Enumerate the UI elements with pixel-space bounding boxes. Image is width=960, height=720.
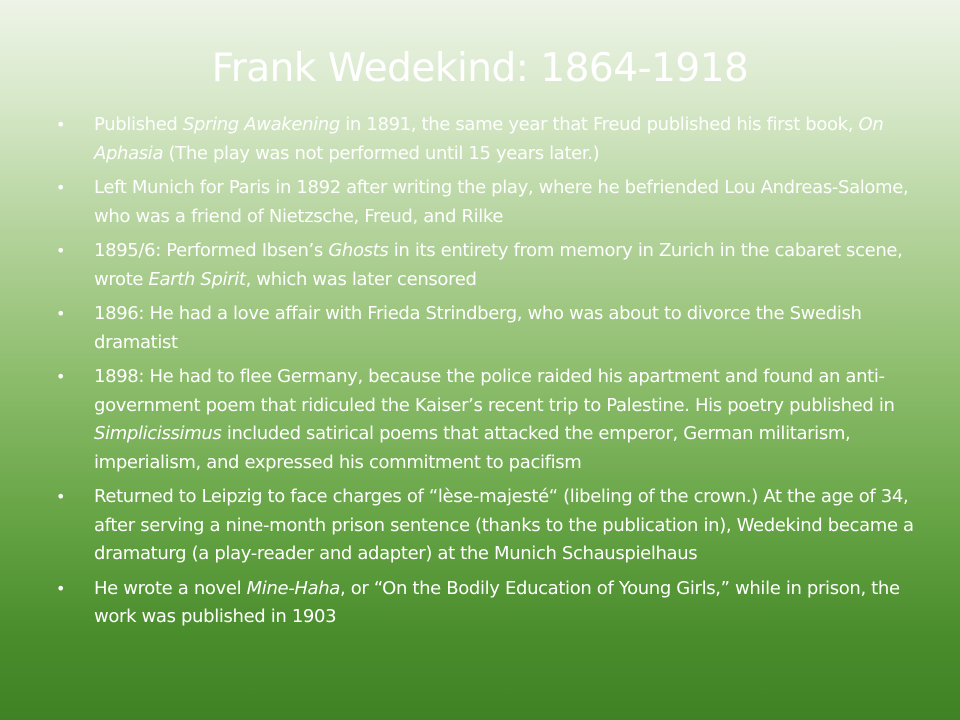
bullet-text: (The play was not performed until 15 years later.) <box>163 142 600 164</box>
bullet-text: Returned to Leipzig to face charges of “lèse-majesté“ (libeling of the crown.) At the age of 34, after serving a nine-month prison sentence (thanks to the publication in), Wedekind became a dramaturg (a play-reader and adapter) at the Munich Schauspielhaus <box>94 486 914 564</box>
bullet-text: , or “On the Bodily Education of Young Girls,” while in prison, the work was published in 1903 <box>94 577 900 627</box>
bullet-marker: • <box>56 367 66 386</box>
bullet-marker: • <box>56 487 66 506</box>
bullet-item <box>56 575 916 632</box>
bullet-marker: • <box>56 241 66 260</box>
bullet-item <box>56 237 916 294</box>
bullet-text: , which was later censored <box>245 268 477 290</box>
bullet-marker: • <box>56 304 66 323</box>
italic-title-text: Ghosts <box>328 240 389 261</box>
italic-title-text: Mine-Haha <box>246 577 340 599</box>
slide-title: Frank Wedekind: 1864-1918 <box>211 46 749 91</box>
bullet-text: in its entirety from memory in Zurich in the cabaret scene, wrote <box>94 240 903 290</box>
bullet-list <box>56 111 916 638</box>
bullet-text: 1896: He had a love affair with Frieda Strindberg, who was about to divorce the Swedish dramatist <box>94 303 862 353</box>
bullet-text: He wrote a novel <box>94 577 247 599</box>
bullet-text: in 1891, the same year that Freud published his first book, <box>339 114 859 135</box>
italic-title-text: Earth Spirit <box>148 268 246 290</box>
bullet-marker: • <box>56 178 66 197</box>
bullet-text: included satirical poems that attacked the emperor, German militarism, imperialism, and expressed his commitment to pacifism <box>94 423 851 473</box>
italic-title-text: Simplicissimus <box>94 423 222 444</box>
bullet-text: Left Munich for Paris in 1892 after writing the play, where he befriended Lou Andreas-Salome, who was a friend of Nietzsche, Freud, and Rilke <box>94 177 909 227</box>
italic-title-text: Spring Awakening <box>182 114 340 135</box>
italic-title-text: On Aphasia <box>94 114 884 164</box>
bullet-item <box>56 174 916 231</box>
bullet-item <box>56 483 916 569</box>
bullet-text: Published <box>94 114 183 135</box>
bullet-item <box>56 363 916 477</box>
bullet-item <box>56 111 916 168</box>
bullet-marker: • <box>56 115 66 134</box>
bullet-marker: • <box>56 578 66 598</box>
bullet-text: 1895/6: Performed Ibsen’s <box>94 240 329 261</box>
bullet-text: 1898: He had to flee Germany, because the police raided his apartment and found an anti-government poem that ridiculed the Kaiser’s recent trip to Palestine. His poetry published in <box>94 366 895 416</box>
bullet-item <box>56 300 916 357</box>
